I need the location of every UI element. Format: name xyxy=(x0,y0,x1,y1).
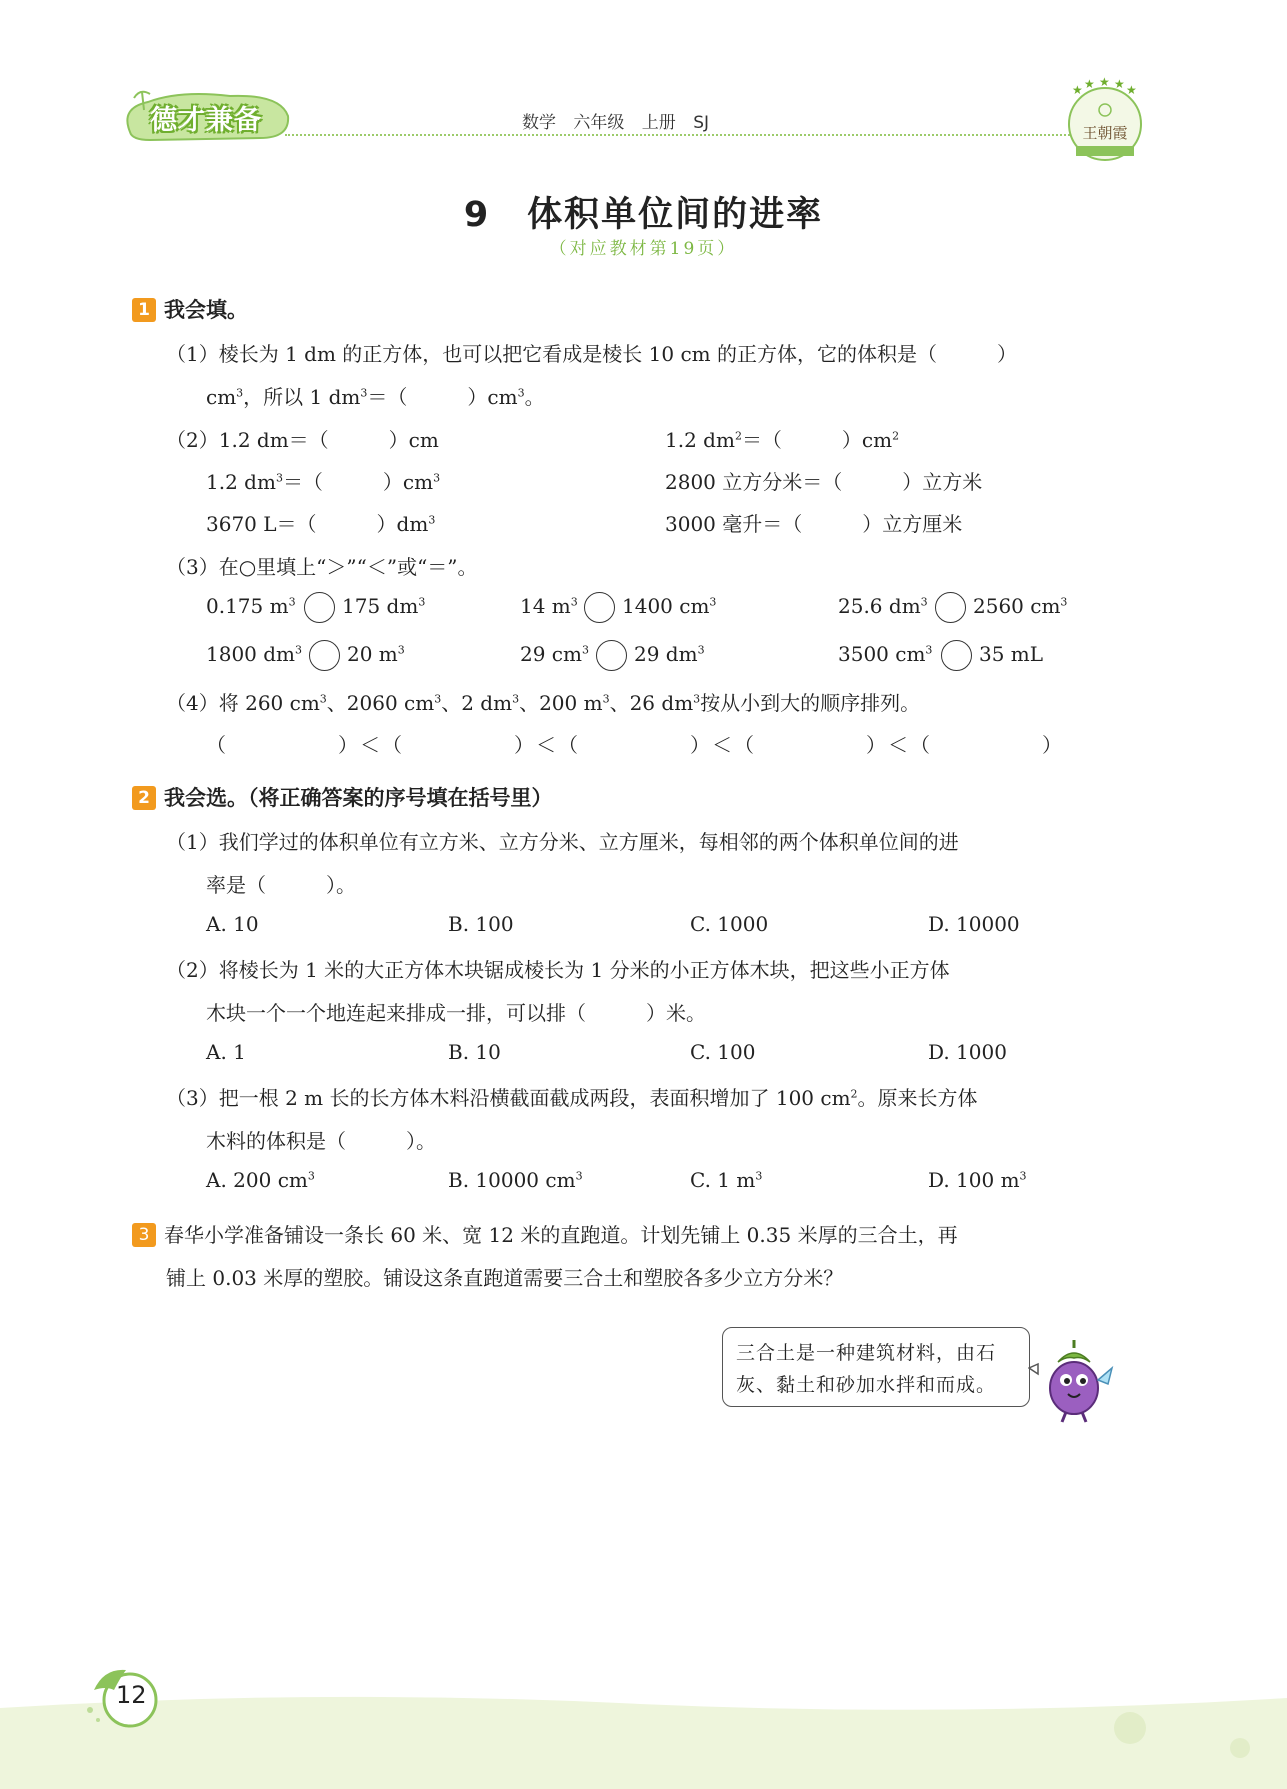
s1-q3-cmp3-left: 25.6 $dm^3$ xyxy=(838,594,928,618)
s1-q3-cmp4-right: 20 $m^3$ xyxy=(347,642,405,666)
s1-q2-item-3: 1.2 $dm^3=$（ ）$cm^3$ xyxy=(206,470,441,494)
svg-text:★: ★ xyxy=(1126,83,1137,97)
s2-q1-option-b[interactable]: B. 100 xyxy=(448,912,514,936)
s2-q2-line1: （2）将棱长为 1 米的大正方体木块锯成棱长为 1 分米的小正方体木块，把这些小正方体 xyxy=(166,958,950,982)
header-divider xyxy=(285,134,1070,136)
s1-q3-cmp4-left: 1800 $dm^3$ xyxy=(206,642,303,666)
s1-q1-line2: $cm^3$，所以 1 $dm^3=$（ ）$cm^3$。 xyxy=(206,385,545,409)
tip-text: 三合土是一种建筑材料，由石 灰、黏土和砂加水拌和而成。 xyxy=(736,1342,997,1396)
s1-q2-item-2: 1.2 $dm^2=$（ ）$cm^2$ xyxy=(665,428,900,452)
svg-text:★: ★ xyxy=(1072,83,1083,97)
s2-q3-option-b[interactable]: B. 10000 $cm^3$ xyxy=(448,1168,583,1192)
s1-q3-cmp6-right: 35 mL xyxy=(979,642,1044,666)
section-2-title: 我会选。（将正确答案的序号填在括号里） xyxy=(164,786,553,810)
eggplant-mascot-icon xyxy=(1028,1332,1120,1424)
compare-circle-5[interactable] xyxy=(596,640,627,671)
s2-q2-line2: 木块一个一个地连起来排成一排，可以排（ ）米。 xyxy=(206,1001,706,1025)
s1-q3-cmp1-left: 0.175 $m^3$ xyxy=(206,594,296,618)
s1-q2-item-1: （2）1.2 dm＝（ ）cm xyxy=(166,428,439,452)
s1-q4-instruction: （4）将 260 $cm^3$、2060 $cm^3$、2 $dm^3$、200 $m^3$、26 $dm^3$按从小到大的顺序排列。 xyxy=(166,691,921,715)
header-info: 数学 六年级 上册 SJ xyxy=(522,113,710,133)
section-1-heading xyxy=(132,294,248,324)
s2-q3-option-c[interactable]: C. 1 $m^3$ xyxy=(690,1168,763,1192)
s1-q3-cmp5-left: 29 $cm^3$ xyxy=(520,642,589,666)
s2-q1-line1: （1）我们学过的体积单位有立方米、立方分米、立方厘米，每相邻的两个体积单位间的进 xyxy=(166,830,959,854)
section-1-number: 1 xyxy=(132,298,156,322)
s2-q3-option-d[interactable]: D. 100 $m^3$ xyxy=(928,1168,1027,1192)
s1-q1-line1: （1）棱长为 1 dm 的正方体，也可以把它看成是棱长 10 cm 的正方体，它的体积是（ ） xyxy=(166,342,1017,366)
footer-band xyxy=(0,1688,1287,1789)
section-2-heading xyxy=(132,782,553,812)
compare-circle-4[interactable] xyxy=(309,640,340,671)
s2-q3-option-a[interactable]: A. 200 $cm^3$ xyxy=(206,1168,315,1192)
seal-text: 王朝霞 xyxy=(1082,124,1128,142)
s2-q2-option-d[interactable]: D. 1000 xyxy=(928,1040,1007,1064)
s2-q2-option-a[interactable]: A. 1 xyxy=(206,1040,246,1064)
compare-circle-2[interactable] xyxy=(584,592,615,623)
section-3-number: 3 xyxy=(132,1223,156,1247)
page-title: 9 体积单位间的进率 xyxy=(463,195,824,235)
s2-q1-line2: 率是（ ）。 xyxy=(206,873,356,897)
s1-q2-item-4: 2800 立方分米＝（ ）立方米 xyxy=(665,470,983,494)
logo-text: 德才兼备 xyxy=(150,105,262,136)
s3-line2: 铺上 0.03 米厚的塑胶。铺设这条直跑道需要三合土和塑胶各多少立方分米？ xyxy=(166,1266,844,1290)
section-2-number: 2 xyxy=(132,786,156,810)
seal-logo xyxy=(1062,76,1148,168)
s2-q3-line1: （3）把一根 2 m 长的长方体木料沿横截面截成两段，表面积增加了 100 $cm^2$。原来长方体 xyxy=(166,1086,978,1110)
s2-q1-option-d[interactable]: D. 10000 xyxy=(928,912,1020,936)
page-number: 12 xyxy=(116,1681,147,1709)
compare-circle-1[interactable] xyxy=(304,592,335,623)
s1-q3-cmp1-right: 175 $dm^3$ xyxy=(342,594,426,618)
compare-circle-6[interactable] xyxy=(941,640,972,671)
compare-circle-3[interactable] xyxy=(935,592,966,623)
s2-q1-option-c[interactable]: C. 1000 xyxy=(690,912,769,936)
s2-q2-option-b[interactable]: B. 10 xyxy=(448,1040,501,1064)
s1-q3-instruction: （3）在○里填上“＞”“＜”或“＝”。 xyxy=(166,555,478,579)
s1-q4-answer-line[interactable]: （ ）＜（ ）＜（ ）＜（ ）＜（ ） xyxy=(206,733,1064,757)
s1-q3-cmp2-left: 14 $m^3$ xyxy=(520,594,578,618)
s2-q1-option-a[interactable]: A. 10 xyxy=(206,912,259,936)
section-1-title: 我会填。 xyxy=(164,298,248,322)
s1-q2-item-5: 3670 L＝（ ）$dm^3$ xyxy=(206,512,436,536)
s1-q3-cmp6-left: 3500 $cm^3$ xyxy=(838,642,933,666)
s1-q3-cmp3-right: 2560 $cm^3$ xyxy=(973,594,1068,618)
svg-text:★: ★ xyxy=(1099,76,1110,89)
s1-q3-cmp5-right: 29 $dm^3$ xyxy=(634,642,705,666)
s2-q2-option-c[interactable]: C. 100 xyxy=(690,1040,756,1064)
svg-text:★: ★ xyxy=(1114,77,1125,91)
s1-q2-item-6: 3000 毫升＝（ ）立方厘米 xyxy=(665,512,963,536)
svg-text:★: ★ xyxy=(1084,77,1095,91)
s1-q3-cmp2-right: 1400 $cm^3$ xyxy=(622,594,717,618)
page-subtitle: （对应教材第19页） xyxy=(549,239,738,259)
s3-line1: 3 春华小学准备铺设一条长 60 米、宽 12 米的直跑道。计划先铺上 0.35 米厚的三合土，再 xyxy=(132,1219,958,1248)
s2-q3-line2: 木料的体积是（ ）。 xyxy=(206,1129,436,1153)
